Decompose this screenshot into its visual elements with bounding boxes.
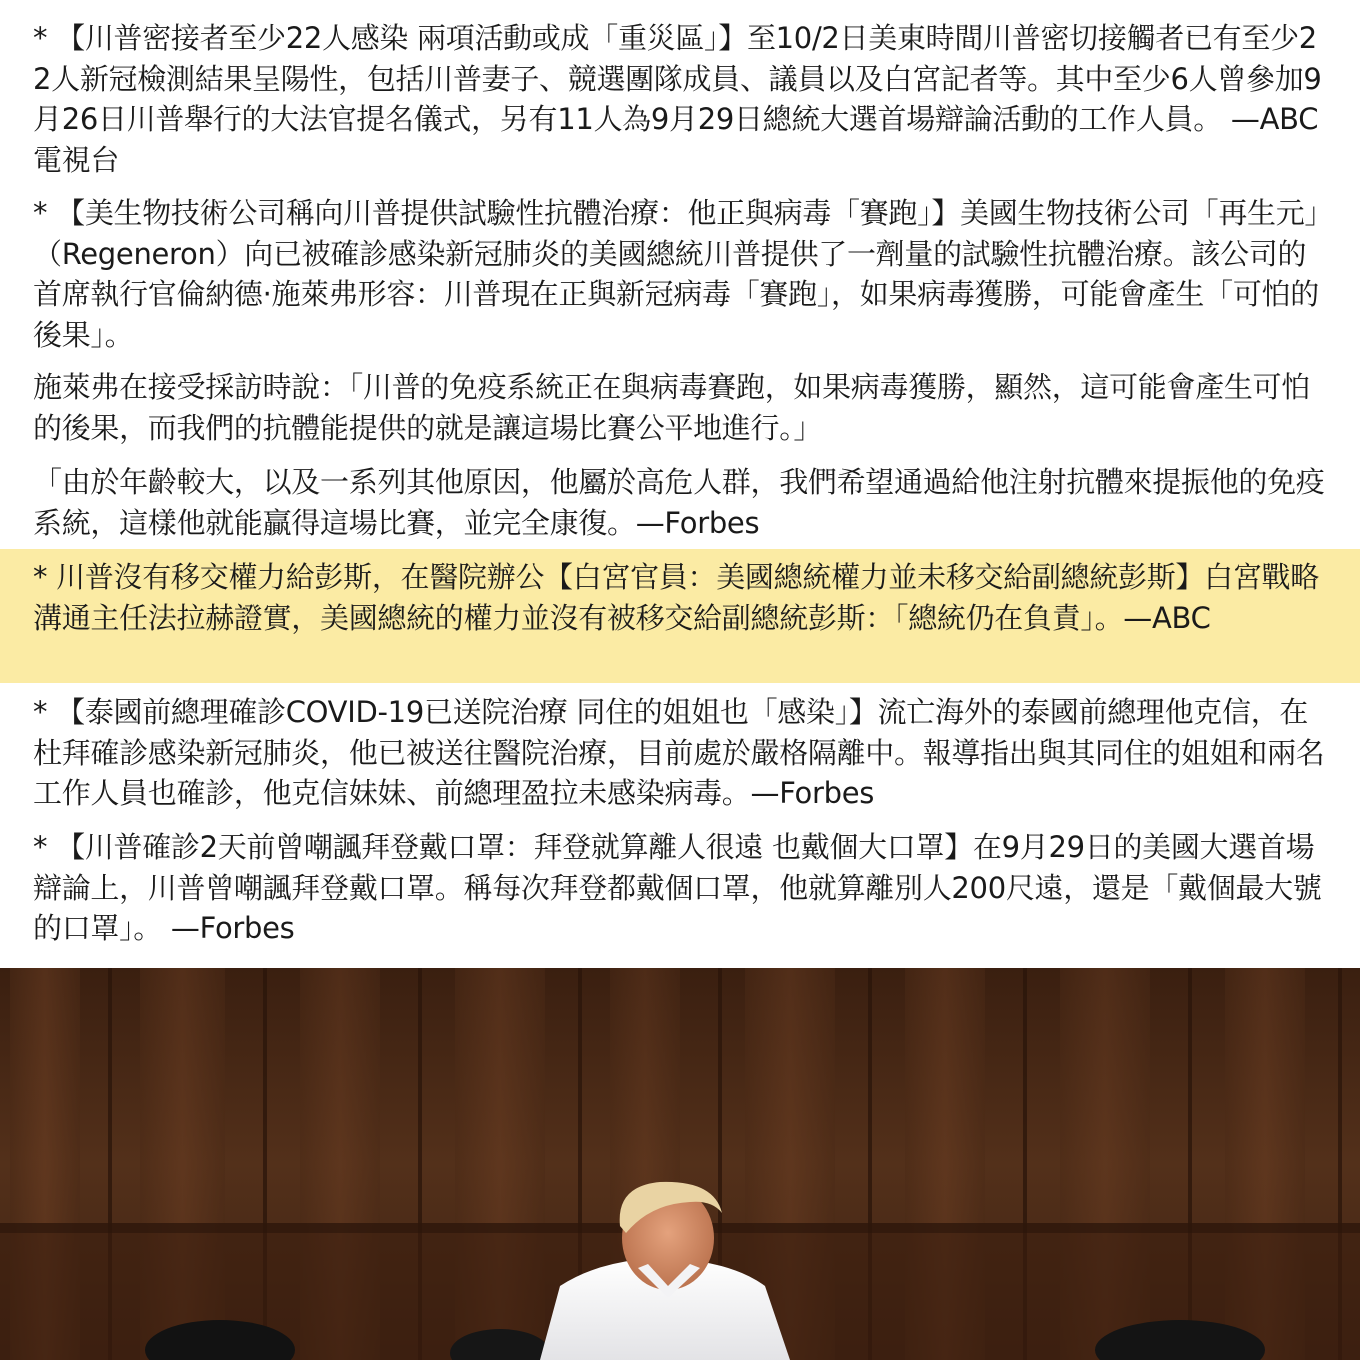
news-item-biden-mask: * 【川普確診2天前曾嘲諷拜登戴口罩：拜登就算離人很遠 也戴個大口罩】在9月29日的美國大選首場辯論上，川普曾嘲諷拜登戴口罩。稱每次拜登都戴個口罩，他就算離別人200尺遠，還是「戴個最大號的口罩」。 —Forbes (33, 830, 1322, 946)
news-item-thaksin: * 【泰國前總理確診COVID-19已送院治療 同住的姐姐也「感染」】流亡海外的泰國前總理他克信，在杜拜確診感染新冠肺炎，他已被送往醫院治療，目前處於嚴格隔離中。報導指出與其同住的姐姐和兩名工作人員也確診，他克信妹妹、前總理盈拉未感染病毒。—Forbes (33, 695, 1325, 811)
highlighted-news-item (0, 549, 1360, 683)
news-item-power-transfer: * 川普沒有移交權力給彭斯，在醫院辦公【白宮官員：美國總統權力並未移交給副總統彭斯】白宮戰略溝通主任法拉赫證實，美國總統的權力並沒有被移交給副總統彭斯：「總統仍在負責」。—ABC (33, 560, 1319, 635)
news-item-trump-contacts: * 【川普密接者至少22人感染 兩項活動或成「重災區」】至10/2日美東時間川普密切接觸者已有至少22人新冠檢測結果呈陽性，包括川普妻子、競選團隊成員、議員以及白宮記者等。其中至少6人曾參加9月26日川普舉行的大法官提名儀式，另有11人為9月29日總統大選首場辯論活動的工作人員。 —ABC電視台 (33, 21, 1322, 177)
news-photo (0, 968, 1360, 1360)
quote-schleifer-continued: 「由於年齡較大，以及一系列其他原因，他屬於高危人群，我們希望通過給他注射抗體來提振他的免疫系統，這樣他就能贏得這場比賽，並完全康復。—Forbes (33, 465, 1325, 540)
quote-schleifer: 施萊弗在接受採訪時說：「川普的免疫系統正在與病毒賽跑，如果病毒獲勝，顯然，這可能會產生可怕的後果，而我們的抗體能提供的就是讓這場比賽公平地進行。」 (33, 370, 1311, 445)
news-item-regeneron: * 【美生物技術公司稱向川普提供試驗性抗體治療：他正與病毒「賽跑」】美國生物技術公司「再生元」（Regeneron）向已被確診感染新冠肺炎的美國總統川普提供了一劑量的試驗性抗體治療。該公司的首席執行官倫納德·施萊弗形容：川普現在正與新冠病毒「賽跑」，如果病毒獲勝，可能會產生「可怕的後果」。 (33, 196, 1319, 352)
photo-wood-paneled-room (0, 968, 1360, 1360)
